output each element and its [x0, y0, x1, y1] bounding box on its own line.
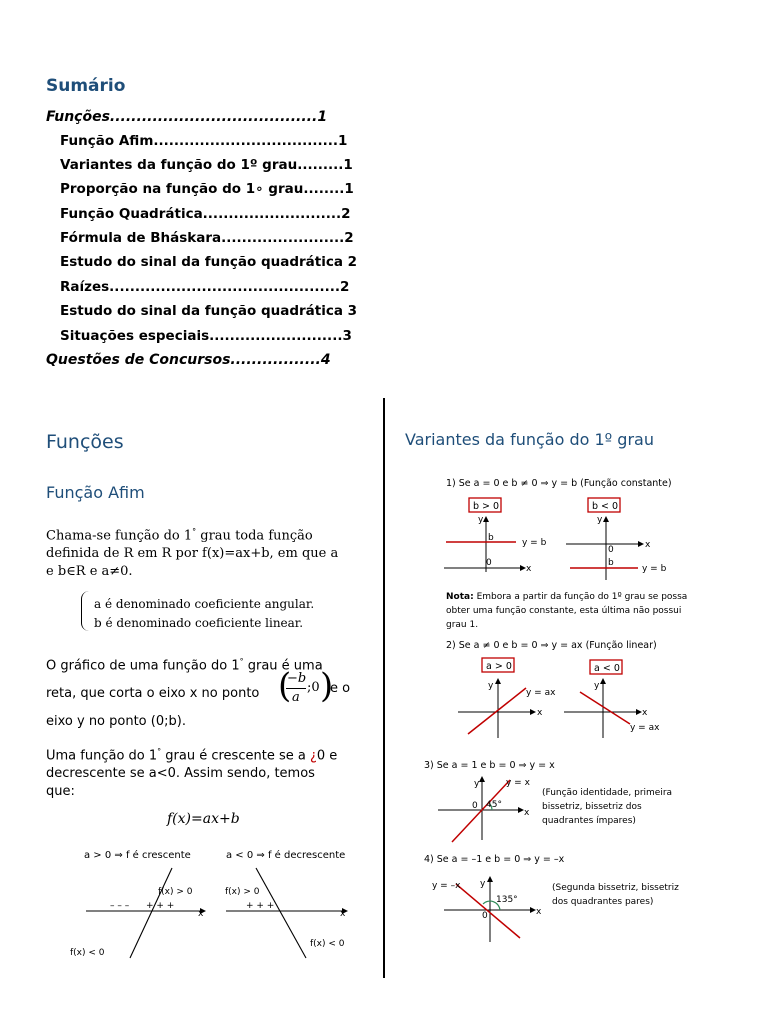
svg-text:b: b	[488, 533, 494, 543]
svg-text:obter uma função constante, es: obter uma função constante, esta última não possui	[446, 606, 682, 616]
toc-entry[interactable]: Estudo do sinal da função quadrática 2	[60, 254, 358, 270]
column-divider	[383, 398, 385, 978]
intercept-point-formula: ( −b a ;0 )	[278, 666, 334, 706]
svg-text:(Função identidade, primeira: (Função identidade, primeira	[542, 788, 673, 798]
svg-text:y: y	[594, 681, 600, 691]
svg-text:x: x	[198, 909, 204, 919]
svg-text:y: y	[480, 879, 486, 889]
svg-text:y: y	[488, 681, 494, 691]
svg-text:0: 0	[486, 558, 492, 568]
svg-text:45°: 45°	[486, 800, 502, 810]
svg-text:x: x	[526, 564, 532, 574]
svg-text:y = x: y = x	[506, 778, 530, 788]
svg-text:(Segunda bissetriz, bissetriz: (Segunda bissetriz, bissetriz	[552, 883, 679, 893]
svg-text:y = b: y = b	[522, 538, 547, 548]
svg-text:b > 0: b > 0	[473, 501, 500, 512]
svg-text:y = b: y = b	[642, 564, 667, 574]
toc-entry[interactable]: Funções.......................................1	[46, 109, 328, 125]
svg-text:0: 0	[608, 545, 614, 555]
toc-entry[interactable]: Função Quadrática...........................2	[60, 206, 351, 222]
svg-text:x: x	[642, 708, 648, 718]
caption-decreasing: a < 0 ⇒ f é decrescente	[226, 850, 346, 861]
coefficient-list: a é denominado coeficiente angular. b é denominado coeficiente linear.	[94, 597, 315, 630]
graph-paragraph-tail: e o	[330, 681, 351, 696]
label-fpos-left: f(x) > 0	[158, 887, 193, 897]
toc-entry[interactable]: Variantes da função do 1º grau.........1	[60, 157, 353, 173]
svg-text:x: x	[524, 808, 530, 818]
subsection-heading-funcao-afim: Função Afim	[46, 483, 145, 502]
svg-text:bissetriz, bissetriz dos: bissetriz, bissetriz dos	[542, 802, 642, 812]
section-heading-variantes: Variantes da função do 1º grau	[405, 430, 654, 449]
svg-text:x: x	[536, 907, 542, 917]
toc-entry[interactable]: Situações especiais..........................3	[60, 328, 352, 344]
svg-text:a > 0: a > 0	[486, 661, 512, 672]
svg-text:grau 1.: grau 1.	[446, 620, 479, 630]
svg-text:+ + +: + + +	[146, 901, 175, 911]
toc-entry[interactable]: Fórmula de Bháskara........................2	[60, 230, 354, 246]
label-fneg-left: f(x) < 0	[70, 948, 105, 958]
sign-graphs-figure	[60, 842, 350, 967]
svg-text:0: 0	[482, 911, 488, 921]
svg-text:y = ax: y = ax	[526, 688, 556, 698]
label-fpos-right: f(x) > 0	[225, 887, 260, 897]
toc-entry[interactable]: Função Afim....................................1	[60, 133, 348, 149]
svg-text:x: x	[537, 708, 543, 718]
svg-text:x: x	[340, 909, 346, 919]
svg-text:y: y	[474, 779, 480, 789]
toc-entry[interactable]: Proporção na função do 1∘ grau........1	[60, 181, 354, 197]
case1-text: 1) Se a = 0 e b ≠ 0 ⇒ y = b (Função constante)	[446, 478, 672, 489]
definition-paragraph: Chama-se função do 1° grau toda função definida de R em R por f(x)=ax+b, em que a e b∈R e a≠0.	[46, 527, 339, 580]
svg-text:y = ax: y = ax	[630, 723, 660, 733]
case4-text: 4) Se a = –1 e b = 0 ⇒ y = –x	[424, 854, 565, 865]
svg-text:x: x	[645, 540, 651, 550]
toc-entry[interactable]: Questões de Concursos.................4	[46, 352, 331, 368]
caption-increasing: a > 0 ⇒ f é crescente	[84, 850, 191, 861]
svg-text:b: b	[608, 558, 614, 568]
section-heading-funcoes: Funções	[46, 431, 124, 453]
graph-paragraph: O gráfico de uma função do 1° grau é uma reta, que corta o eixo x no ponto eixo y no ponto (0;b).	[46, 657, 323, 730]
note-text: Nota: Embora a partir da função do 1º grau se possa	[446, 592, 688, 602]
svg-text:dos quadrantes pares): dos quadrantes pares)	[552, 897, 654, 907]
variants-figure	[420, 470, 710, 950]
svg-text:– – –: – – –	[110, 901, 130, 911]
toc-title: Sumário	[46, 76, 126, 96]
monotonicity-paragraph: Uma função do 1° grau é crescente se a ¿0 e decrescente se a<0. Assim sendo, temos que:	[46, 747, 338, 800]
svg-text:+ + +: + + +	[246, 901, 275, 911]
svg-text:y = –x: y = –x	[432, 881, 461, 891]
svg-text:0: 0	[472, 801, 478, 811]
svg-text:b < 0: b < 0	[592, 501, 619, 512]
case2-text: 2) Se a ≠ 0 e b = 0 ⇒ y = ax (Função linear)	[446, 640, 657, 651]
label-fneg-right: f(x) < 0	[310, 939, 345, 949]
linear-function-formula: f(x)=ax+b	[167, 811, 240, 827]
svg-text:a < 0: a < 0	[594, 663, 620, 674]
svg-text:y: y	[478, 515, 484, 525]
toc-entry[interactable]: Raízes.............................................2	[60, 279, 350, 295]
toc-entry[interactable]: Estudo do sinal da função quadrática 3	[60, 303, 358, 319]
case3-text: 3) Se a = 1 e b = 0 ⇒ y = x	[424, 760, 555, 771]
svg-text:quadrantes ímpares): quadrantes ímpares)	[542, 816, 636, 826]
svg-text:135°: 135°	[496, 895, 518, 905]
svg-text:y: y	[597, 515, 603, 525]
